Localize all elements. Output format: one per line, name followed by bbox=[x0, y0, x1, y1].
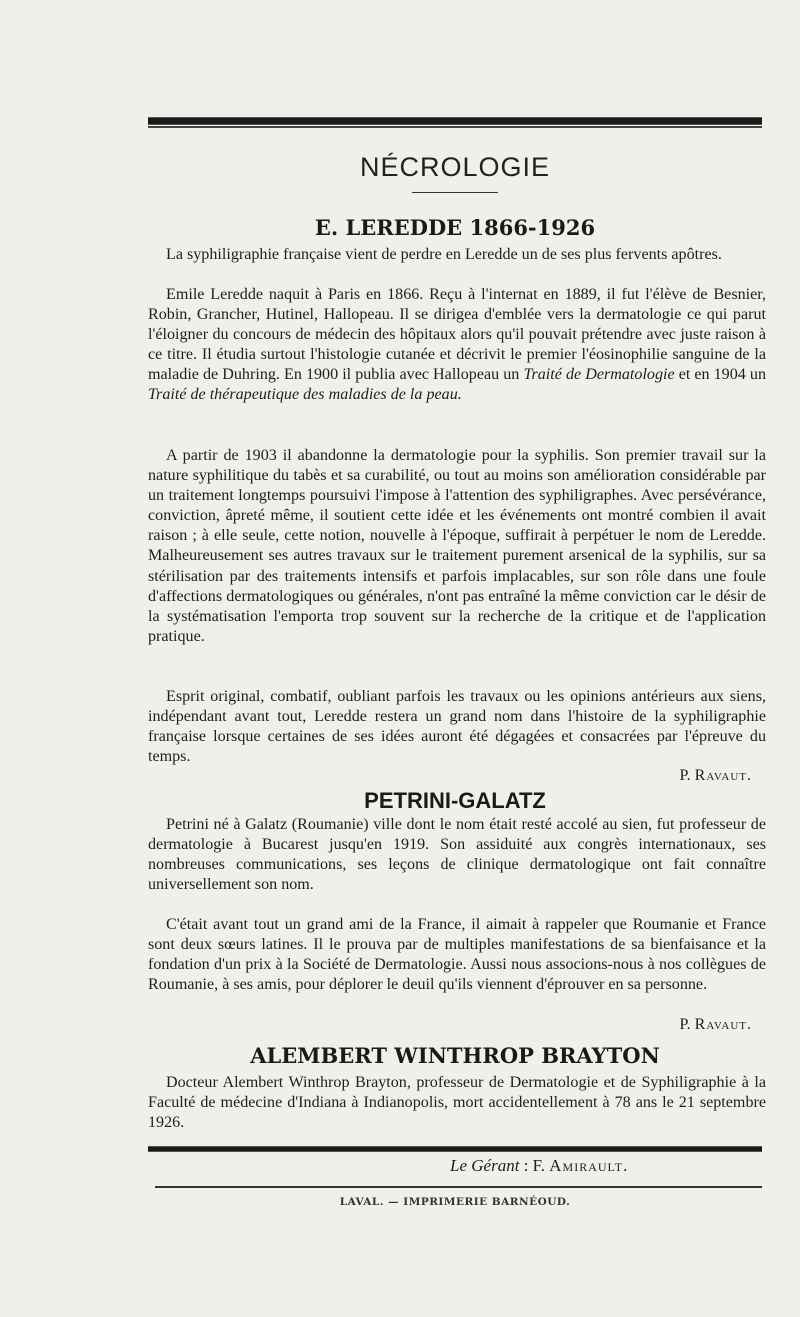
page-heading: NÉCROLOGIE bbox=[359, 152, 551, 182]
signature-leredde bbox=[680, 767, 752, 785]
signature-initial: P. bbox=[679, 767, 691, 784]
paragraph-leredde-4: Esprit original, combatif, oubliant parfois les travaux ou les opinions antérieurs aux siens, indépendant avant tout, Leredde restera un grand nom dans l'histoire de la syphiligraphie française lorsque certaines de ses idées auront été dégagées et consacrées par l'épreuve du temps. bbox=[148, 688, 766, 766]
gerant-label: Le Gérant bbox=[450, 1156, 520, 1175]
paragraph-leredde-1: La syphiligraphie française vient de perdre en Leredde un de ses plus fervents apôtres. bbox=[166, 246, 722, 263]
top-thin-rule bbox=[148, 126, 762, 128]
paragraph-leredde-2-between: et en 1904 un bbox=[674, 366, 766, 384]
paragraph-petrini-2: C'était avant tout un grand ami de la France, il aimait à rappeler que Roumanie et France sont deux sœurs latines. Il le prouva par de multiples manifestations de sa bienfaisance et la fondation d'un prix à la Société de Dermatologie. Aussi nous associons-nous à nos collègues de Roumanie, à ses amis, pour déplorer le deuil qu'ils viennent d'éprouver en sa personne. bbox=[148, 916, 766, 994]
book-title-traite-dermatologie: Traité de Dermatologie bbox=[523, 366, 675, 384]
section-title-leredde: E. LEREDDE 1866-1926 bbox=[314, 215, 596, 240]
signature-petrini bbox=[680, 1016, 752, 1034]
gerant-separator: : F. bbox=[519, 1156, 550, 1175]
gerant-line bbox=[450, 1156, 628, 1176]
section-title-brayton: ALEMBERT WINTHROP BRAYTON bbox=[250, 1043, 660, 1068]
signature-name: Ravaut. bbox=[694, 767, 752, 784]
paragraph-leredde-2-text: Emile Leredde naquit à Paris en 1866. Reçu à l'internat en 1889, il fut l'élève de Besnier, Robin, Grancher, Hutinel, Hallopeau. Il se dirigea d'emblée vers la dermatologie ce qui parut l'éloigner du concours de médecin des hôpitaux alors qu'il pouvait prétendre avec juste raison à ce titre. Il étudia surtout l'histologie cutanée et décrivit le premier l'éosinophilie sanguine de la maladie de Duhring. En 1900 il publia avec Hallopeau un bbox=[148, 286, 766, 384]
top-double-rule bbox=[148, 117, 762, 125]
paragraph-leredde-3: A partir de 1903 il abandonne la dermatologie pour la syphilis. Son premier travail sur la nature syphilitique du tabès et sa curabilité, ou tout au moins son amélioration considérable par un traitement longtemps poursuivi l'impose à l'attention des syphiligraphes. Avec persévérance, conviction, âpreté même, il soutient cette idée et les événements ont montré combien il avait raison ; à elle seule, cette notion, nouvelle à l'époque, suffirait à perpétuer le nom de Leredde. Malheureusement ses autres travaux sur le traitement purement arsenical de la syphilis, sur sa stérilisation par des traitements intensifs et parfois implacables, sur son rôle dans une foule d'affections dermatologiques ou générales, n'ont pas entraîné la même conviction car le désir de la systématisation l'emporta trop souvent sur la recherche de la critique et de l'application pratique. bbox=[148, 447, 766, 645]
signature-initial: P. bbox=[679, 1016, 691, 1033]
paragraph-brayton-1: Docteur Alembert Winthrop Brayton, professeur de Dermatologie et de Syphiligraphie à la Faculté de médecine d'Indiana à Indianopolis, mort accidentellement à 78 ans le 21 septembre 1926. bbox=[148, 1074, 766, 1132]
signature-name: Ravaut. bbox=[694, 1016, 752, 1033]
section-title-petrini: PETRINI-GALATZ bbox=[364, 788, 546, 813]
heading-underline bbox=[412, 192, 498, 193]
footer-rule bbox=[155, 1186, 762, 1188]
book-title-traite-therapeutique: Traité de thérapeutique des maladies de la peau. bbox=[148, 386, 462, 404]
gerant-name: Amirault. bbox=[549, 1156, 629, 1175]
printer-imprint: LAVAL. — IMPRIMERIE BARNÉOUD. bbox=[339, 1196, 571, 1208]
paragraph-leredde-2 bbox=[148, 285, 766, 406]
paragraph-petrini-1: Petrini né à Galatz (Roumanie) ville dont le nom était resté accolé au sien, fut professeur de dermatologie à Bucarest jusqu'en 1919. Son assiduité aux congrès internationaux, ses nombreuses communications, ses leçons de clinique dermatologique ont fait connaître universellement son nom. bbox=[148, 816, 766, 894]
bottom-double-rule bbox=[148, 1146, 762, 1152]
